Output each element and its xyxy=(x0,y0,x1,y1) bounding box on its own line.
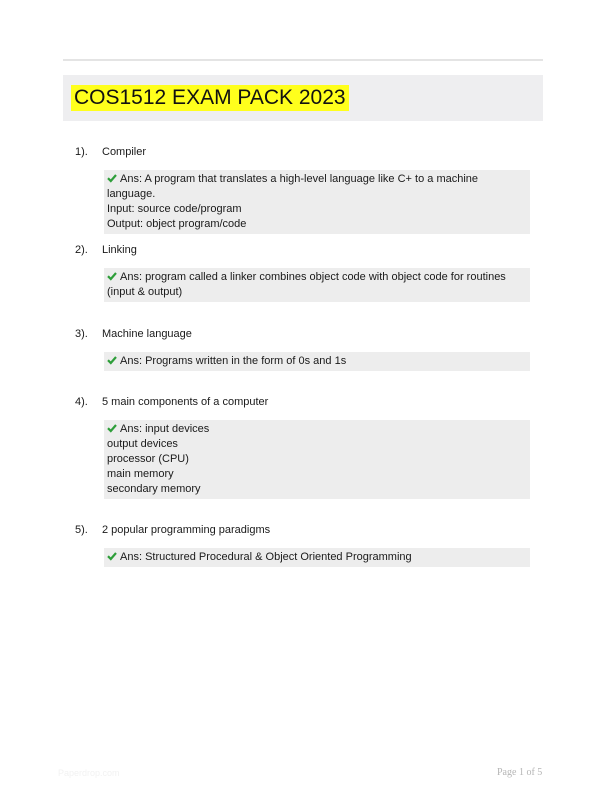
check-icon xyxy=(107,551,117,561)
question-number: 3). xyxy=(75,328,88,340)
question-number: 2). xyxy=(75,244,88,256)
answer-text: main memory xyxy=(107,468,174,480)
page-indicator: Page 1 of 5 xyxy=(497,767,543,778)
question-term: Linking xyxy=(102,244,137,256)
check-icon xyxy=(107,271,117,281)
question-term: Machine language xyxy=(102,328,192,340)
answer-box xyxy=(104,268,530,302)
question-number: 4). xyxy=(75,396,88,408)
answer-text: secondary memory xyxy=(107,483,201,495)
answer-text: Ans: Structured Procedural & Object Oriented Programming xyxy=(120,551,412,563)
top-divider xyxy=(63,59,543,61)
page-title: COS1512 EXAM PACK 2023 xyxy=(71,85,349,111)
answer-box xyxy=(104,548,530,567)
check-icon xyxy=(107,173,117,183)
answer-text: Ans: A program that translates a high-level language like C+ to a machine language. xyxy=(107,173,479,200)
answer-box xyxy=(104,352,530,371)
answer-text: Output: object program/code xyxy=(107,218,247,230)
answer-text: Input: source code/program xyxy=(107,203,242,215)
answer-text: processor (CPU) xyxy=(107,453,189,465)
question-term: 2 popular programming paradigms xyxy=(102,524,271,536)
question-term: 5 main components of a computer xyxy=(102,396,269,408)
check-icon xyxy=(107,423,117,433)
answer-box xyxy=(104,170,530,234)
check-icon xyxy=(107,355,117,365)
question-term: Compiler xyxy=(102,146,147,158)
answer-text: Ans: program called a linker combines object code with object code for routines (input & output) xyxy=(107,271,506,298)
answer-text: Ans: Programs written in the form of 0s and 1s xyxy=(120,355,347,367)
question-number: 1). xyxy=(75,146,88,158)
title-band xyxy=(63,75,543,121)
answer-text: output devices xyxy=(107,438,178,450)
answer-box xyxy=(104,420,530,499)
question-number: 5). xyxy=(75,524,88,536)
footer-watermark: Paperdrop.com xyxy=(58,768,120,778)
answer-text: Ans: input devices xyxy=(120,423,210,435)
